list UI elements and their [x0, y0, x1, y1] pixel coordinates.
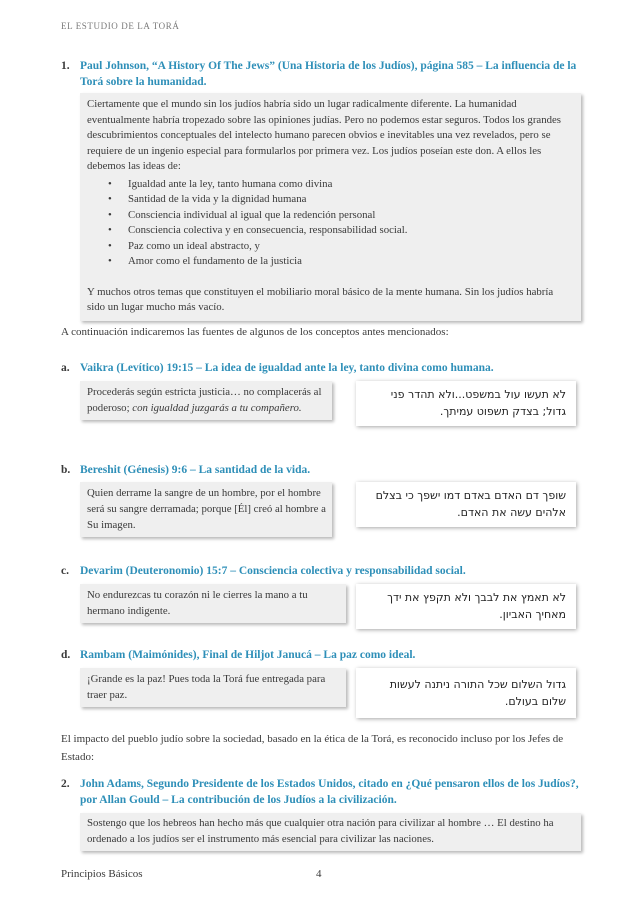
spanish-quote: Procederás según estricta justicia… no complacerás al poderoso; [87, 386, 322, 414]
hebrew-quote-box [356, 381, 576, 426]
subsection-title: Vaikra (Levítico) 19:15 – La idea de igualdad ante la ley, tanto divina como humana. [80, 362, 494, 374]
subsection-letter: a. [61, 362, 70, 374]
page-number: 4 [316, 868, 322, 880]
hebrew-quote-box [356, 584, 576, 629]
hebrew-quote: שופך דם האדם באדם דמו ישפך כי בצלם אלהים עשה את האדם. [375, 489, 566, 519]
subsection-heading [61, 647, 581, 663]
list-item: • Consciencia colectiva y en consecuencia, responsabilidad social. [87, 223, 573, 239]
subsection-heading [61, 360, 581, 376]
spanish-quote: ¡Grande es la paz! Pues toda la Torá fue entregada para traer paz. [87, 673, 326, 701]
adams-quote-box [80, 813, 581, 851]
subsection-heading [61, 462, 581, 478]
subsection-letter: b. [61, 464, 71, 476]
hebrew-quote: גדול השלום שכל התורה ניתנה לעשות שלום בעולם. [389, 678, 566, 708]
spanish-quote-box [80, 668, 346, 707]
subsection-d [61, 647, 581, 663]
list-item: • Amor como el fundamento de la justicia [87, 254, 573, 270]
subsection-c [61, 563, 581, 579]
subsection-heading [61, 563, 581, 579]
running-header: EL ESTUDIO DE LA TORÁ [61, 21, 180, 31]
section-number: 2. [61, 778, 70, 790]
list-item: • Consciencia individual al igual que la redención personal [87, 208, 573, 224]
quote-intro: Ciertamente que el mundo sin los judíos habría sido un lugar radicalmente diferente. La humanidad eventualmente habría tropezado sobre las opiniones judías. Pero no podemos estar seguros. Todos los grandes descubrimientos conceptuales del intelecto humano parecen obvios e inevitables una vez revelados, pero se requiere de un ingenio especial para formularlos por primera vez. Los judíos poseían este don. A ellos les debemos las ideas de: [87, 98, 561, 172]
intro-paragraph: A continuación indicaremos las fuentes de algunos de los conceptos antes mencionados: [61, 326, 449, 338]
spanish-quote: Quien derrame la sangre de un hombre, por el hombre será su sangre derramada; porque [Él] creó al hombre a Su imagen. [87, 487, 326, 531]
impact-paragraph: El impacto del pueblo judío sobre la sociedad, basado en la ética de la Torá, es reconocido incluso por los Jefes de Estado: [61, 733, 564, 763]
section-title: Paul Johnson, “A History Of The Jews” (Una Historia de los Judíos), página 585 – La influencia de la Torá sobre la humanidad. [80, 60, 577, 88]
list-item: • Santidad de la vida y la dignidad humana [87, 192, 573, 208]
subsection-title: Rambam (Maimónides), Final de Hiljot Janucá – La paz como ideal. [80, 649, 416, 661]
footer-book-title: Principios Básicos [61, 868, 143, 880]
subsection-title: Devarim (Deuteronomio) 15:7 – Consciencia colectiva y responsabilidad social. [80, 565, 466, 577]
adams-quote: Sostengo que los hebreos han hecho más que cualquier otra nación para civilizar al hombre … El destino ha ordenado a los judíos ser el instrumento más esencial para civilizar las naciones. [87, 817, 554, 845]
subsection-letter: c. [61, 565, 69, 577]
section-2-heading [61, 776, 581, 808]
section-2 [61, 776, 581, 808]
spanish-quote: No endurezcas tu corazón ni le cierres la mano a tu hermano indigente. [87, 589, 308, 617]
spanish-quote-emphasis: con igualdad juzgarás a tu compañero. [132, 402, 302, 414]
section-1 [61, 58, 581, 90]
spanish-quote-box [80, 381, 332, 420]
hebrew-quote-box [356, 668, 576, 718]
list-item: • Igualdad ante la ley, tanto humana como divina [87, 177, 573, 193]
subsection-a [61, 360, 581, 376]
hebrew-quote: לא תעשו עול במשפט...ולא תהדר פני גדול; בצדק תשפוט עמיתך. [390, 388, 566, 418]
subsection-b [61, 462, 581, 478]
section-title: John Adams, Segundo Presidente de los Estados Unidos, citado en ¿Qué pensaron ellos de los Judíos?, por Allan Gould – La contribución de los Judíos a la civilización. [80, 778, 579, 806]
hebrew-quote: לא תאמץ את לבבך ולא תקפץ את ידך מאחיך האביון. [387, 591, 566, 621]
hebrew-quote-box [356, 482, 576, 527]
subsection-title: Bereshit (Génesis) 9:6 – La santidad de la vida. [80, 464, 311, 476]
section-1-heading [61, 58, 581, 90]
list-item: • Paz como un ideal abstracto, y [87, 239, 573, 255]
spanish-quote-box [80, 482, 332, 537]
subsection-letter: d. [61, 649, 71, 661]
section-number: 1. [61, 60, 70, 72]
ideas-list [87, 177, 573, 270]
spanish-quote-box [80, 584, 346, 623]
johnson-quote-box [80, 93, 581, 321]
quote-outro: Y muchos otros temas que constituyen el mobiliario moral básico de la mente humana. Sin los judíos habría sido un lugar mucho más vacío. [87, 285, 554, 313]
